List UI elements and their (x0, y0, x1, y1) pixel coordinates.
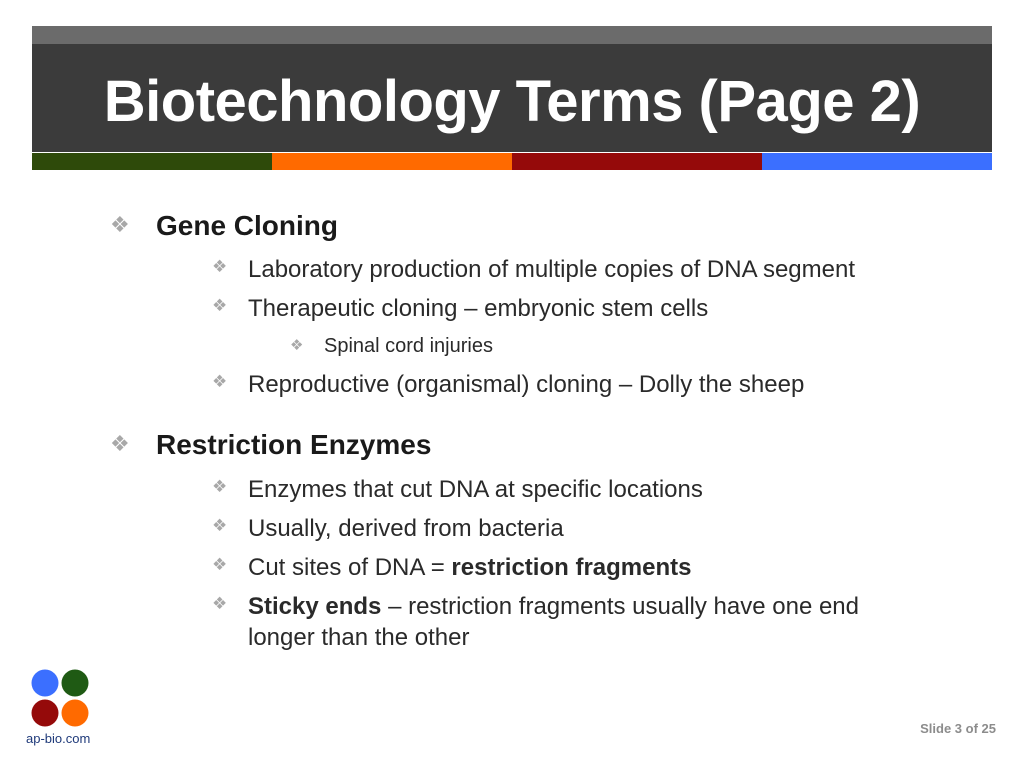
list-item-text (248, 591, 859, 653)
list-subitem (290, 335, 493, 358)
slide-number: Slide 3 of 25 (920, 721, 996, 736)
list-item-text: Usually, derived from bacteria (248, 515, 564, 542)
four-diamond-bullet-icon: ❖ (212, 257, 228, 276)
section-heading-text: Restriction Enzymes (156, 429, 432, 460)
four-diamond-bullet-icon: ❖ (110, 212, 130, 237)
four-diamond-bullet-icon: ❖ (212, 516, 228, 535)
logo-circle-bottom-left (32, 700, 59, 727)
list-item-text-bold: restriction fragments (451, 554, 692, 581)
four-diamond-bullet-icon: ❖ (212, 594, 228, 613)
list-item-text: Therapeutic cloning – embryonic stem cells (248, 295, 709, 322)
four-diamond-bullet-icon: ❖ (212, 477, 228, 496)
list-item (212, 474, 703, 505)
list-item-text-bold: Sticky ends (248, 593, 382, 620)
list-item-text: Laboratory production of multiple copies of DNA segment (248, 256, 855, 283)
section-heading-text: Gene Cloning (156, 210, 338, 241)
list-item (212, 293, 708, 324)
list-item-text (248, 552, 691, 583)
ap-bio-logo (30, 668, 90, 728)
logo-circle-bottom-right (62, 700, 89, 727)
section-heading-gene-cloning (110, 210, 338, 242)
four-diamond-bullet-icon: ❖ (110, 431, 130, 456)
list-item (212, 369, 804, 400)
list-item (212, 254, 855, 285)
logo-circle-top-left (32, 670, 59, 697)
four-diamond-bullet-icon: ❖ (212, 372, 228, 391)
four-diamond-bullet-icon: ❖ (212, 296, 228, 315)
list-subitem-text: Spinal cord injuries (324, 335, 493, 357)
slide-title: Biotechnology Terms (Page 2) (103, 68, 921, 134)
section-heading-restriction-enzymes (110, 429, 431, 461)
list-item-text-plain: Cut sites of DNA = (248, 554, 452, 581)
logo-circle-top-right (62, 670, 89, 697)
list-item (212, 513, 564, 544)
four-diamond-bullet-icon: ❖ (212, 555, 228, 574)
list-item-text: Enzymes that cut DNA at specific locations (248, 476, 703, 503)
list-item (212, 591, 859, 653)
list-item-text: Reproductive (organismal) cloning – Dolly the sheep (248, 371, 805, 398)
list-item-text-plain: – restriction fragments usually have one end (381, 593, 860, 620)
list-item-text-line2: longer than the other (248, 624, 470, 651)
four-diamond-bullet-icon: ❖ (290, 337, 304, 354)
list-item (212, 552, 691, 583)
logo-text: ap-bio.com (26, 731, 91, 746)
